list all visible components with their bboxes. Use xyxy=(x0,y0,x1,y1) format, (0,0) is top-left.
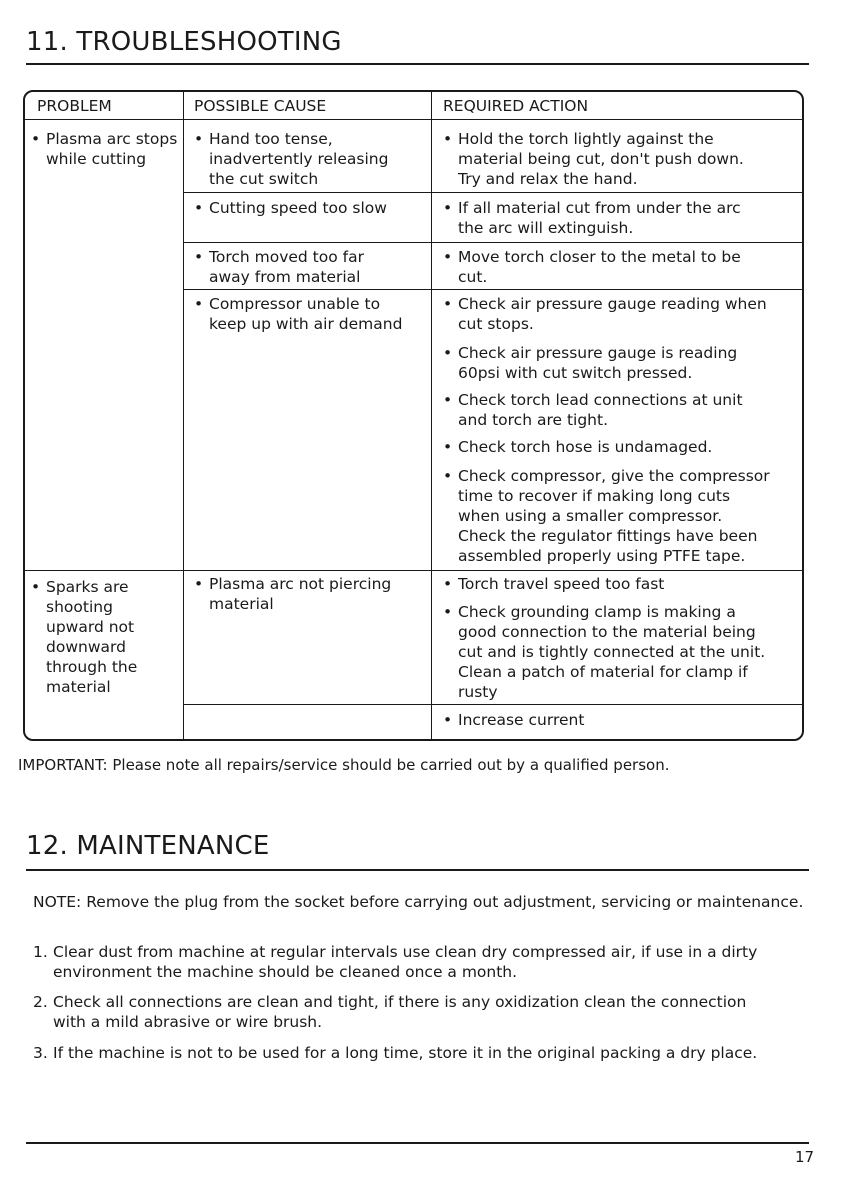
row-divider xyxy=(183,192,804,193)
action-item: • Check torch hose is undamaged. xyxy=(443,438,713,456)
problem-item: • Plasma arc stops while cutting xyxy=(31,130,178,168)
cause-item: • Cutting speed too slow xyxy=(194,199,387,217)
header-required-action: REQUIRED ACTION xyxy=(443,97,589,115)
action-item: • Move torch closer to the metal to be cut. xyxy=(443,248,741,286)
title-underline xyxy=(26,63,809,65)
footer-rule xyxy=(26,1142,809,1144)
action-item: • Check torch lead connections at unit and torch are tight. xyxy=(443,391,743,429)
row-divider xyxy=(183,704,804,705)
maintenance-item: 1. Clear dust from machine at regular intervals use clean dry compressed air, if use in a dirty environment the machine should be cleaned once a month. xyxy=(33,943,758,981)
troubleshooting-table xyxy=(23,90,804,741)
troubleshooting-title: 11. TROUBLESHOOTING xyxy=(26,27,342,57)
important-notice: IMPORTANT: Please note all repairs/service should be carried out by a qualified person. xyxy=(18,756,670,774)
column-divider xyxy=(183,92,184,741)
row-divider xyxy=(183,242,804,243)
maintenance-title: 12. MAINTENANCE xyxy=(26,831,270,861)
action-item: • Increase current xyxy=(443,711,585,729)
action-item: • Check air pressure gauge is reading 60psi with cut switch pressed. xyxy=(443,344,738,382)
action-item: • Torch travel speed too fast xyxy=(443,575,665,593)
header-problem: PROBLEM xyxy=(37,97,112,115)
problem-item: • Sparks are shooting upward not downward through the material xyxy=(31,578,138,696)
cause-item: • Compressor unable to keep up with air demand xyxy=(194,295,403,333)
maintenance-note: NOTE: Remove the plug from the socket before carrying out adjustment, servicing or maintenance. xyxy=(33,893,804,911)
title-underline xyxy=(26,869,809,871)
cause-item: • Torch moved too far away from material xyxy=(194,248,364,286)
page-number: 17 xyxy=(795,1148,815,1166)
maintenance-item: 2. Check all connections are clean and tight, if there is any oxidization clean the connection with a mild abrasive or wire brush. xyxy=(33,993,747,1031)
row-divider xyxy=(25,570,804,571)
header-divider xyxy=(25,119,804,120)
cause-item: • Plasma arc not piercing material xyxy=(194,575,392,613)
action-item: • Check air pressure gauge reading when cut stops. xyxy=(443,295,767,333)
maintenance-item: 3. If the machine is not to be used for a long time, store it in the original packing a dry place. xyxy=(33,1044,758,1062)
row-divider xyxy=(183,289,804,290)
column-divider xyxy=(431,92,432,741)
action-item: • Check compressor, give the compressor time to recover if making long cuts when using a smaller compressor. Check the regulator fittings have been assembled properly using PTFE tape. xyxy=(443,467,770,565)
action-item: • If all material cut from under the arc the arc will extinguish. xyxy=(443,199,741,237)
action-item: • Check grounding clamp is making a good connection to the material being cut and is tightly connected at the unit. Clean a patch of material for clamp if rusty xyxy=(443,603,766,701)
header-possible-cause: POSSIBLE CAUSE xyxy=(194,97,327,115)
cause-item: • Hand too tense, inadvertently releasing the cut switch xyxy=(194,130,389,188)
action-item: • Hold the torch lightly against the material being cut, don't push down. Try and relax the hand. xyxy=(443,130,744,188)
